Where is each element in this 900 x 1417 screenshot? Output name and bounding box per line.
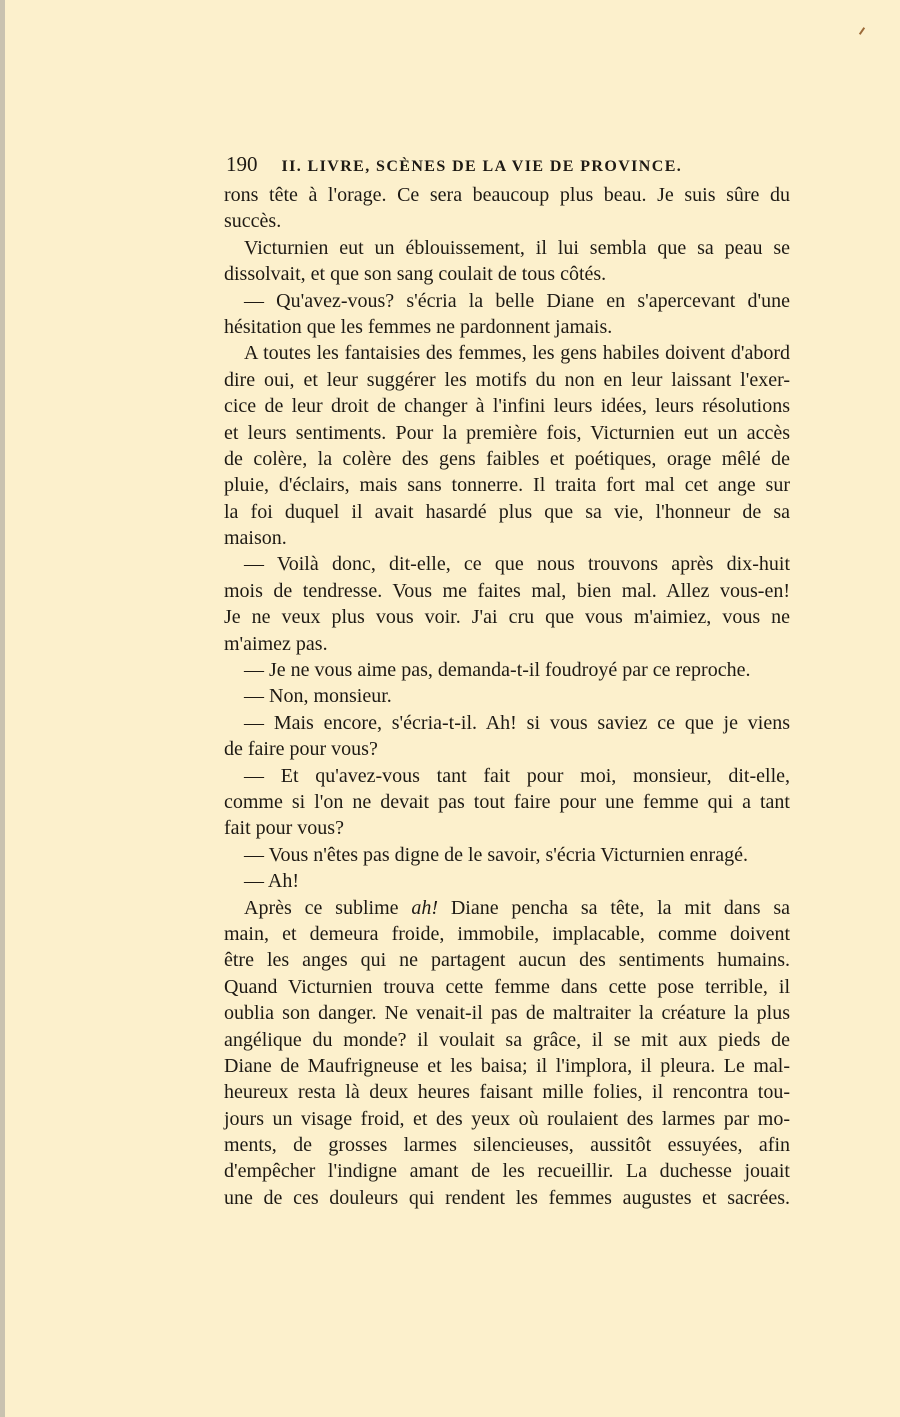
text-line: main, et demeura froide, immobile, implacable, comme doivent: [224, 922, 790, 945]
text-line: ments, de grosses larmes silencieuses, aussitôt essuyées, afin: [224, 1134, 790, 1157]
text-line: d'empêcher l'indigne amant de les recueillir. La duchesse jouait: [224, 1160, 790, 1183]
text-line: et leurs sentiments. Pour la première fois, Victurnien eut un accès: [224, 421, 790, 444]
text-line: hésitation que les femmes ne pardonnent jamais.: [224, 315, 613, 338]
text-line: fait pour vous?: [224, 817, 344, 840]
text-line: être les anges qui ne partagent aucun des sentiments humains.: [224, 949, 790, 972]
body-text: [224, 182, 790, 1211]
text-line: — Non, monsieur.: [244, 685, 392, 708]
text-line: heureux resta là deux heures faisant mille folies, il rencontra tou-: [224, 1081, 790, 1104]
text-line: rons tête à l'orage. Ce sera beaucoup plus beau. Je suis sûre du: [224, 184, 790, 206]
text-line: Après ce sublime ah! Diane pencha sa tête, la mit dans sa: [244, 896, 790, 919]
text-line: de faire pour vous?: [224, 738, 378, 761]
running-title: II. LIVRE, SCÈNES DE LA VIE DE PROVINCE.: [281, 158, 683, 175]
text-line: — Mais encore, s'écria-t-il. Ah! si vous saviez ce que je viens: [244, 711, 790, 734]
text-line: maison.: [224, 527, 287, 550]
text-line: de colère, la colère des gens faibles et poétiques, orage mêlé de: [224, 447, 790, 470]
text-line: A toutes les fantaisies des femmes, les gens habiles doivent d'abord: [244, 342, 790, 365]
text-line: — Et qu'avez-vous tant fait pour moi, monsieur, dit-elle,: [244, 764, 790, 787]
text-line: la foi duquel il avait hasardé plus que sa vie, l'honneur de sa: [224, 500, 790, 523]
text-line: comme si l'on ne devait pas tout faire pour une femme qui a tant: [224, 790, 790, 813]
text-line: Victurnien eut un éblouissement, il lui sembla que sa peau se: [244, 236, 790, 259]
running-header: [226, 152, 788, 182]
text-line: succès.: [224, 210, 282, 233]
page-number: 190: [226, 152, 258, 176]
text-line: pluie, d'éclairs, mais sans tonnerre. Il traita fort mal cet ange sur: [224, 474, 790, 497]
text-line: dissolvait, et que son sang coulait de tous côtés.: [224, 263, 607, 286]
text-line: une de ces douleurs qui rendent les femmes augustes et sacrées.: [224, 1186, 790, 1209]
text-line: — Voilà donc, dit-elle, ce que nous trouvons après dix-huit: [244, 553, 790, 576]
text-line: m'aimez pas.: [224, 632, 328, 655]
text-line: cice de leur droit de changer à l'infini leurs idées, leurs résolutions: [224, 395, 790, 418]
text-line: Quand Victurnien trouva cette femme dans cette pose terrible, il: [224, 975, 790, 998]
text-line: Je ne veux plus vous voir. J'ai cru que vous m'aimiez, vous ne: [224, 606, 790, 629]
text-line: oublia son danger. Ne venait-il pas de maltraiter la créature la plus: [224, 1002, 790, 1025]
text-line: jours un visage froid, et des yeux où roulaient des larmes par mo-: [224, 1107, 790, 1130]
text-line: Diane de Maufrigneuse et les baisa; il l'implora, il pleura. Le mal-: [224, 1054, 790, 1077]
text-line: mois de tendresse. Vous me faites mal, bien mal. Allez vous-en!: [224, 579, 790, 602]
text-line: — Qu'avez-vous? s'écria la belle Diane en s'apercevant d'une: [244, 289, 790, 312]
text-line: — Ah!: [244, 870, 299, 893]
text-line: angélique du monde? il voulait sa grâce, il se mit aux pieds de: [224, 1028, 790, 1051]
text-line: — Je ne vous aime pas, demanda-t-il foudroyé par ce reproche.: [244, 659, 751, 682]
text-line: — Vous n'êtes pas digne de le savoir, s'écria Victurnien enragé.: [244, 843, 748, 866]
text-line: dire oui, et leur suggérer les motifs du non en leur laissant l'exer-: [224, 368, 790, 391]
